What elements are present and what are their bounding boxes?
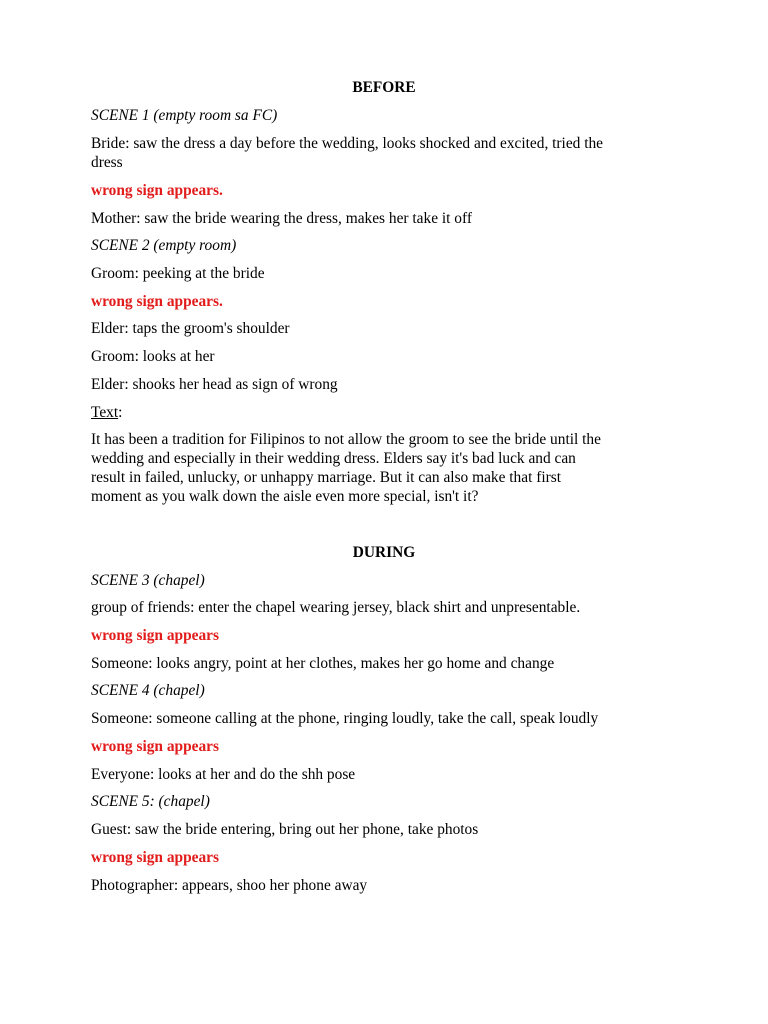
friends-action: group of friends: enter the chapel wearing jersey, black shirt and unpresentable. [91, 599, 581, 616]
elder-action-2: Elder: shooks her head as sign of wrong [91, 376, 338, 393]
photographer-action: Photographer: appears, shoo her phone away [91, 877, 368, 894]
tradition-paragraph-line4: moment as you walk down the aisle even more special, isn't it? [91, 488, 479, 505]
scene-2-title: SCENE 2 (empty room) [91, 237, 237, 254]
someone-action-1: Someone: looks angry, point at her clothes, makes her go home and change [91, 655, 555, 672]
scene-3-title: SCENE 3 (chapel) [91, 572, 205, 589]
wrong-sign-2: wrong sign appears. [91, 293, 223, 310]
text-label-colon: : [118, 404, 123, 421]
scene-4-title: SCENE 4 (chapel) [91, 682, 205, 699]
bride-action-line1: Bride: saw the dress a day before the wedding, looks shocked and excited, tried the [91, 135, 604, 152]
section-heading-before: BEFORE [352, 79, 416, 96]
text-label [91, 403, 122, 422]
bride-action-line2: dress [91, 154, 123, 171]
elder-action-1: Elder: taps the groom's shoulder [91, 320, 290, 337]
scene-1-title: SCENE 1 (empty room sa FC) [91, 107, 278, 124]
wrong-sign-1: wrong sign appears. [91, 182, 223, 199]
tradition-paragraph-line1: It has been a tradition for Filipinos to not allow the groom to see the bride until the [91, 431, 601, 448]
tradition-paragraph-line3: result in failed, unlucky, or unhappy marriage. But it can also make that first [91, 469, 561, 486]
wrong-sign-3: wrong sign appears [91, 627, 219, 644]
tradition-paragraph-line2: wedding and especially in their wedding dress. Elders say it's bad luck and can [91, 450, 576, 467]
wrong-sign-4: wrong sign appears [91, 738, 219, 755]
someone-action-2: Someone: someone calling at the phone, ringing loudly, take the call, speak loudly [91, 710, 599, 727]
mother-action: Mother: saw the bride wearing the dress, makes her take it off [91, 210, 472, 227]
guest-action: Guest: saw the bride entering, bring out her phone, take photos [91, 821, 479, 838]
groom-action-1: Groom: peeking at the bride [91, 265, 265, 282]
groom-action-2: Groom: looks at her [91, 348, 215, 365]
text-label-word: Text [91, 404, 119, 421]
section-heading-during: DURING [352, 544, 416, 561]
everyone-action: Everyone: looks at her and do the shh pose [91, 766, 356, 783]
wrong-sign-5: wrong sign appears [91, 849, 219, 866]
scene-5-title: SCENE 5: (chapel) [91, 793, 210, 810]
